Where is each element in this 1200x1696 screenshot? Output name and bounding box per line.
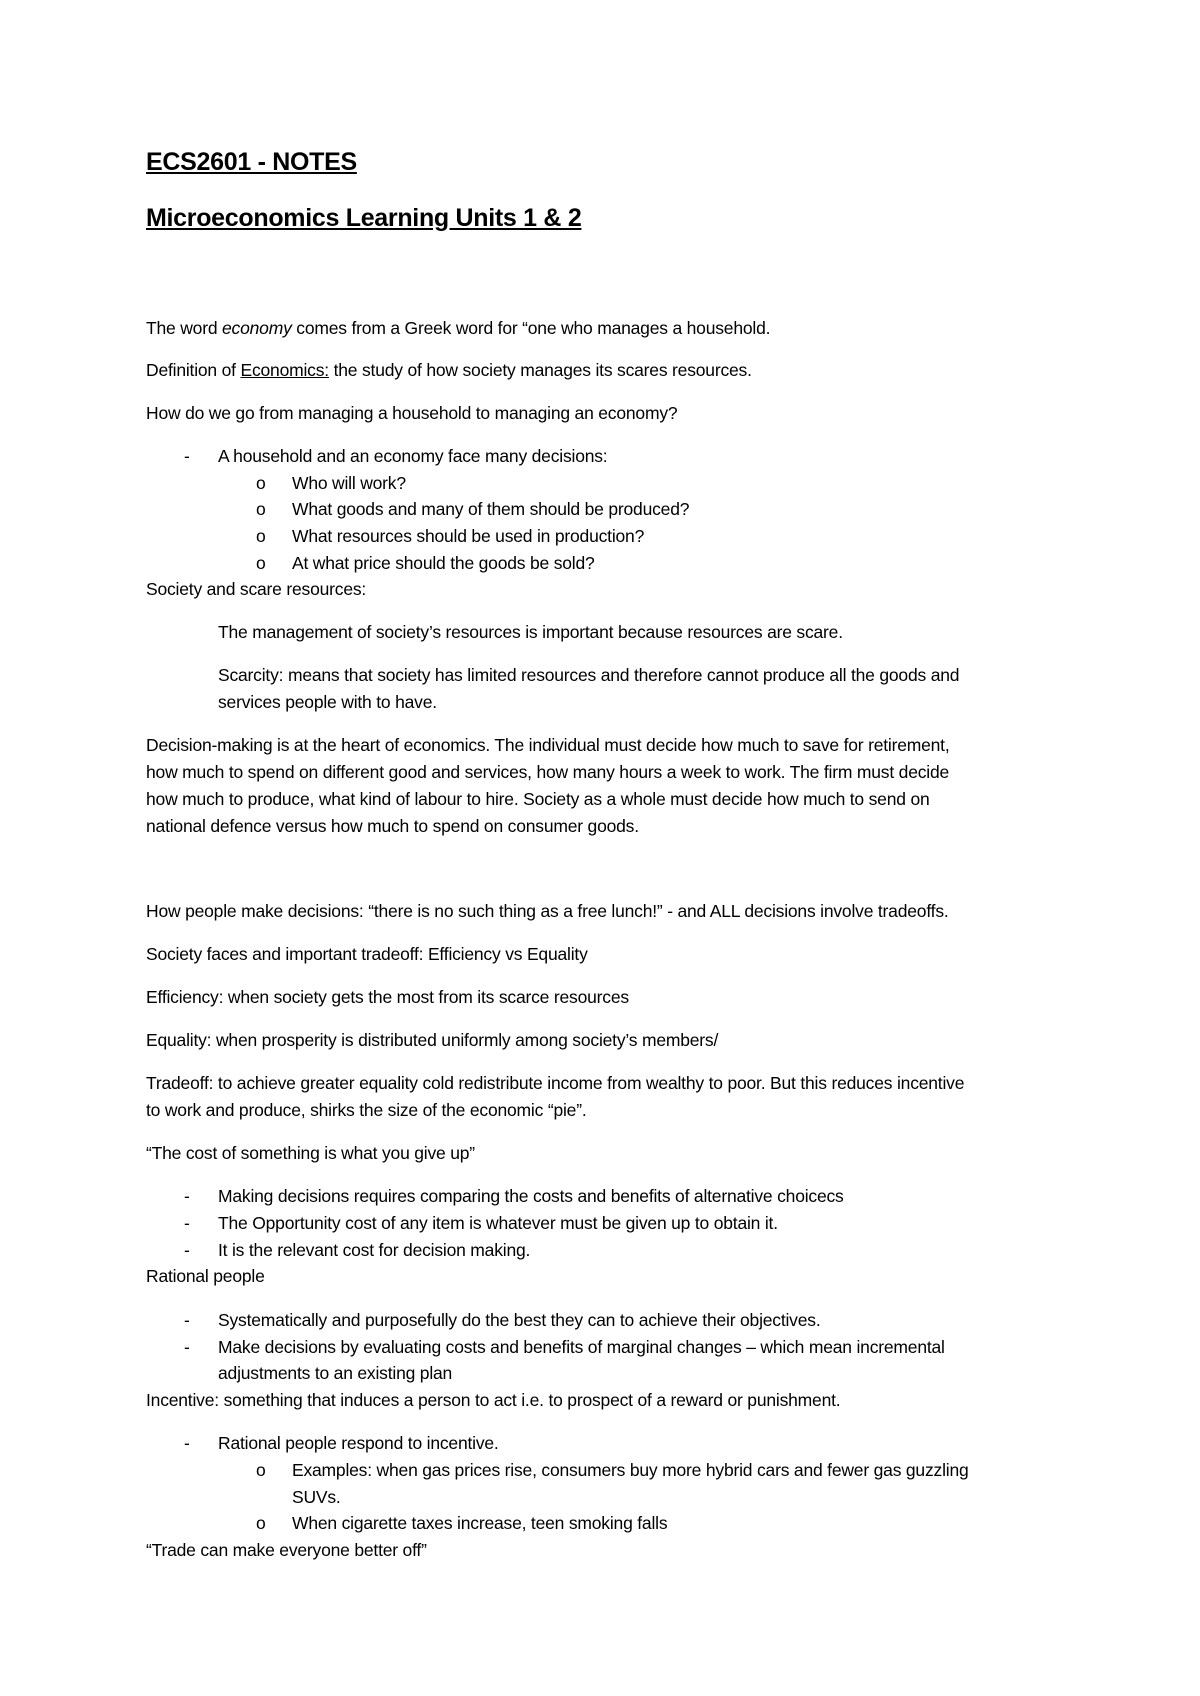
underlined-economics: Economics: <box>240 360 329 380</box>
paragraph-cost-quote: “The cost of something is what you give up” <box>146 1143 475 1163</box>
list-item: Systematically and purposefully do the best they can to achieve their objectives. <box>218 1310 821 1330</box>
dash-bullet: - <box>184 1433 190 1453</box>
paragraph-decision-making-line: national defence versus how much to spend on consumer goods. <box>146 816 639 836</box>
emphasis-economy: economy <box>222 318 292 338</box>
dash-bullet: - <box>184 1213 190 1233</box>
dash-bullet: - <box>184 1240 190 1260</box>
list-item-continuation: adjustments to an existing plan <box>218 1363 453 1383</box>
text-run: Definition of <box>146 360 241 380</box>
paragraph-economy-origin <box>146 316 770 340</box>
paragraph-decision-making-line: how much to produce, what kind of labour to hire. Society as a whole must decide how much to send on <box>146 789 930 809</box>
paragraph-society-faces: Society faces and important tradeoff: Efficiency vs Equality <box>146 944 588 964</box>
text-run: the study of how society manages its scares resources. <box>328 360 752 380</box>
o-bullet: o <box>256 1460 266 1480</box>
heading-society-scarce: Society and scare resources: <box>146 579 367 599</box>
o-bullet: o <box>256 526 266 546</box>
list-item: Make decisions by evaluating costs and benefits of marginal changes – which mean incremental <box>218 1337 945 1357</box>
paragraph-question: How do we go from managing a household to managing an economy? <box>146 403 678 423</box>
o-bullet: o <box>256 553 266 573</box>
list-item: It is the relevant cost for decision making. <box>218 1240 531 1260</box>
sub-list-item: When cigarette taxes increase, teen smoking falls <box>292 1513 668 1533</box>
heading-rational-people: Rational people <box>146 1266 265 1286</box>
dash-bullet: - <box>184 1186 190 1206</box>
dash-bullet: - <box>184 1310 190 1330</box>
list-item: The Opportunity cost of any item is whatever must be given up to obtain it. <box>218 1213 778 1233</box>
dash-bullet: - <box>184 446 190 466</box>
o-bullet: o <box>256 499 266 519</box>
paragraph-trade-quote: “Trade can make everyone better off” <box>146 1540 427 1560</box>
page-subtitle: Microeconomics Learning Units 1 & 2 <box>146 204 582 232</box>
paragraph-decision-making-line: Decision-making is at the heart of economics. The individual must decide how much to save for retirement, <box>146 735 950 755</box>
paragraph-incentive: Incentive: something that induces a person to act i.e. to prospect of a reward or punishment. <box>146 1390 841 1410</box>
paragraph-efficiency: Efficiency: when society gets the most from its scarce resources <box>146 987 629 1007</box>
sub-list-item-continuation: SUVs. <box>292 1487 341 1507</box>
paragraph-management: The management of society’s resources is important because resources are scare. <box>218 622 843 642</box>
o-bullet: o <box>256 473 266 493</box>
paragraph-equality: Equality: when prosperity is distributed uniformly among society’s members/ <box>146 1030 719 1050</box>
text-run: comes from a Greek word for “one who manages a household. <box>291 318 771 338</box>
paragraph-scarcity-line: Scarcity: means that society has limited resources and therefore cannot produce all the goods and <box>218 665 960 685</box>
list-item: A household and an economy face many decisions: <box>218 446 608 466</box>
dash-bullet: - <box>184 1337 190 1357</box>
page-title: ECS2601 - NOTES <box>146 148 357 176</box>
sub-list-item: What goods and many of them should be produced? <box>292 499 690 519</box>
list-item: Rational people respond to incentive. <box>218 1433 499 1453</box>
list-item: Making decisions requires comparing the costs and benefits of alternative choicecs <box>218 1186 844 1206</box>
paragraph-tradeoff-line: Tradeoff: to achieve greater equality cold redistribute income from wealthy to poor. But this reduces incentive <box>146 1073 965 1093</box>
o-bullet: o <box>256 1513 266 1533</box>
sub-list-item: At what price should the goods be sold? <box>292 553 595 573</box>
paragraph-decision-making-line: how much to spend on different good and services, how many hours a week to work. The firm must decide <box>146 762 950 782</box>
sub-list-item: Examples: when gas prices rise, consumers buy more hybrid cars and fewer gas guzzling <box>292 1460 969 1480</box>
sub-list-item: What resources should be used in production? <box>292 526 645 546</box>
paragraph-tradeoff-line: to work and produce, shirks the size of the economic “pie”. <box>146 1100 587 1120</box>
text-run: The word <box>146 318 223 338</box>
paragraph-how-people: How people make decisions: “there is no such thing as a free lunch!” - and ALL decisions involve tradeoffs. <box>146 901 949 921</box>
sub-list-item: Who will work? <box>292 473 406 493</box>
paragraph-definition <box>146 358 752 382</box>
paragraph-scarcity-line: services people with to have. <box>218 692 437 712</box>
